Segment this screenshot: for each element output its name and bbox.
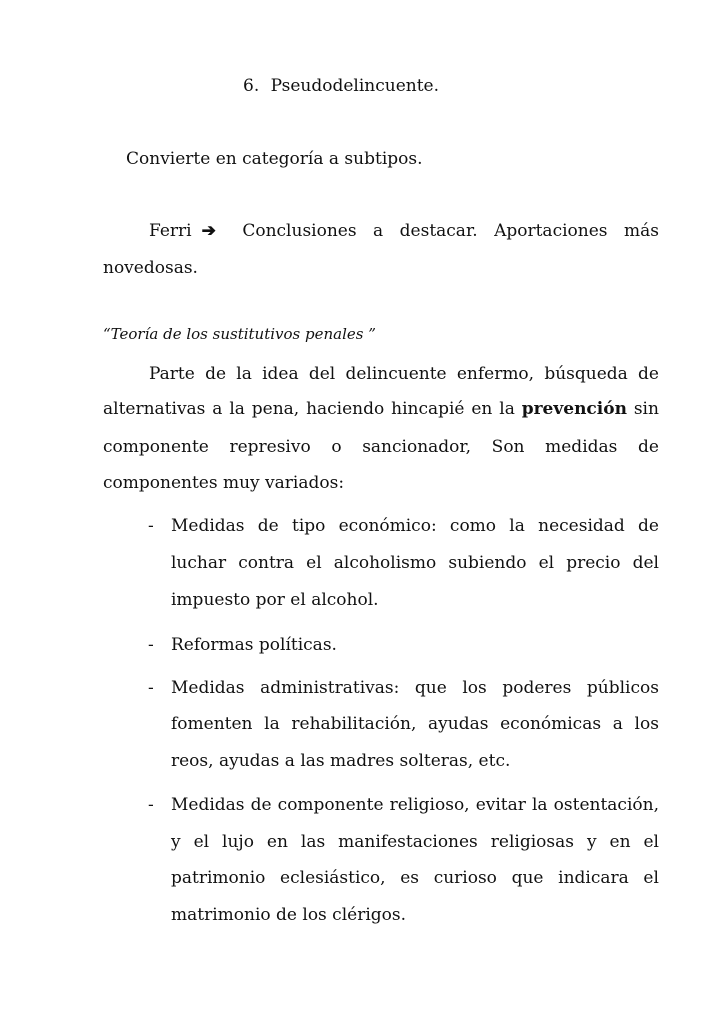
paragraph-theory-line1: Parte de la idea del delincuente enfermo, búsqueda de	[149, 364, 659, 384]
paragraph-theory-line3: componente represivo o sancionador, Son medidas de	[103, 437, 659, 457]
list-item-administrative-line3: reos, ayudas a las madres solteras, etc.	[171, 751, 511, 771]
paragraph-ferri-line1	[149, 219, 659, 243]
list-item-administrative-line1: Medidas administrativas: que los poderes públicos	[171, 678, 659, 698]
theory-title: “Teoría de los sustitutivos penales ”	[103, 325, 376, 343]
list-item-religious-line3: patrimonio eclesiástico, es curioso que indicara el	[171, 868, 659, 888]
paragraph-ferri-line2: novedosas.	[103, 258, 198, 278]
paragraph-subtypes: Convierte en categoría a subtipos.	[126, 149, 423, 169]
heading-number: 6.	[243, 76, 260, 96]
list-dash: -	[148, 795, 154, 815]
heading-text: Pseudodelincuente.	[270, 76, 440, 96]
list-item-economic-line1: Medidas de tipo económico: como la necesidad de	[171, 516, 659, 536]
list-item-economic-line3: impuesto por el alcohol.	[171, 590, 379, 610]
word: a	[373, 221, 384, 241]
list-item-religious-line4: matrimonio de los clérigos.	[171, 905, 407, 925]
list-item-religious-line2: y el lujo en las manifestaciones religiosas y en el	[171, 832, 659, 852]
word: más	[623, 221, 659, 241]
word: Aportaciones	[494, 221, 608, 241]
ferri-word: Ferri ➔	[149, 221, 216, 241]
list-item-economic-line2: luchar contra el alcoholismo subiendo el precio del	[171, 553, 659, 573]
list-item-administrative-line2: fomenten la rehabilitación, ayudas económicas a los	[171, 714, 659, 734]
word: destacar.	[399, 221, 478, 241]
arrow-right-icon: ➔	[201, 221, 216, 241]
word: Conclusiones	[242, 221, 357, 241]
emphasis-prevencion: prevención	[521, 399, 627, 419]
list-dash: -	[148, 678, 154, 698]
list-item-political: Reformas políticas.	[171, 635, 337, 655]
paragraph-theory-line4: componentes muy variados:	[103, 473, 345, 493]
list-dash: -	[148, 516, 154, 536]
list-item-religious-line1: Medidas de componente religioso, evitar la ostentación,	[171, 795, 659, 815]
paragraph-theory-line2: alternativas a la pena, haciendo hincapié en la prevención sin	[103, 399, 659, 419]
section-heading	[243, 74, 439, 98]
list-dash: -	[148, 635, 154, 655]
